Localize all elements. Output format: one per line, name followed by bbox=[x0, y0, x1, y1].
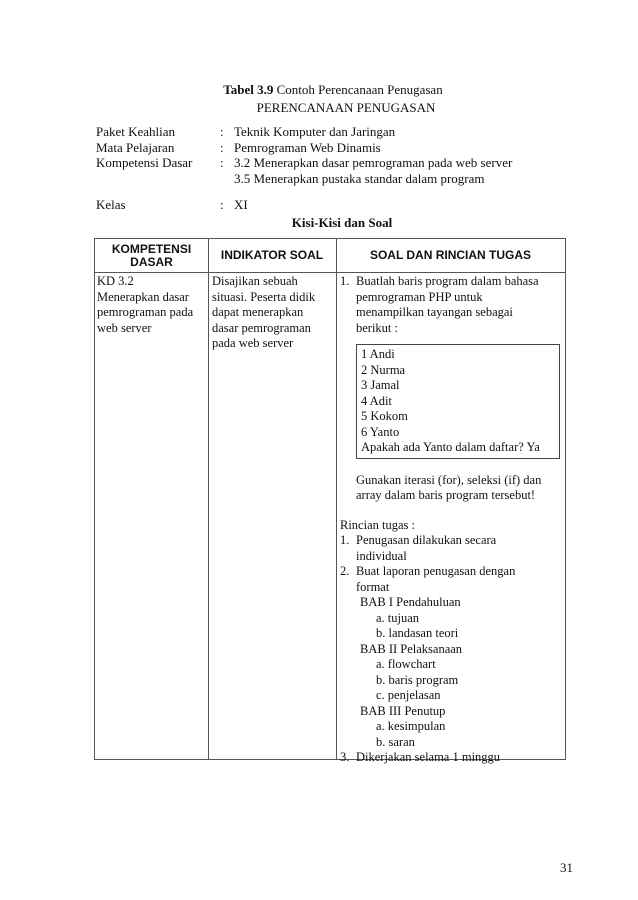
output-line: Apakah ada Yanto dalam daftar? Ya bbox=[361, 440, 540, 454]
rincian-number: 3. bbox=[340, 750, 350, 764]
table-caption bbox=[0, 82, 638, 98]
bab-item: b. saran bbox=[376, 734, 415, 749]
spacer bbox=[340, 459, 564, 473]
bab-item: c. penjelasan bbox=[376, 688, 441, 702]
rincian-number: 2. bbox=[340, 564, 350, 578]
kd-line: pemrograman pada bbox=[97, 305, 194, 319]
output-line: 1 Andi bbox=[361, 347, 395, 361]
bab-item: a. tujuan bbox=[376, 610, 420, 625]
meta-value: Pemrograman Web Dinamis bbox=[234, 139, 381, 155]
rincian-line: Dikerjakan selama 1 minggu bbox=[356, 750, 501, 764]
rincian-number: 1. bbox=[340, 533, 350, 547]
meta-colon: : bbox=[220, 124, 224, 139]
rincian-line: individual bbox=[356, 548, 407, 563]
meta-values bbox=[234, 155, 566, 186]
meta-values bbox=[234, 140, 566, 156]
meta-values bbox=[234, 124, 566, 140]
meta-value: 3.5 Menerapkan pustaka standar dalam program bbox=[234, 170, 485, 186]
meta-row-mapel bbox=[96, 140, 566, 156]
meta-info bbox=[96, 124, 566, 213]
meta-value: Teknik Komputer dan Jaringan bbox=[234, 124, 396, 139]
soal-line: Buatlah baris program dalam bahasa bbox=[356, 274, 539, 288]
kisi-table bbox=[94, 238, 566, 764]
indikator-cell bbox=[212, 274, 332, 352]
meta-value: 3.2 Menerapkan dasar pemrograman pada web server bbox=[234, 155, 513, 170]
meta-value: XI bbox=[234, 197, 248, 212]
kd-line: KD 3.2 bbox=[97, 274, 134, 288]
meta-gap bbox=[96, 186, 566, 197]
header-soal-rincian: SOAL DAN RINCIAN TUGAS bbox=[369, 248, 532, 262]
meta-label: Mata Pelajaran bbox=[96, 139, 175, 155]
rincian-line: Buat laporan penugasan dengan bbox=[356, 564, 516, 578]
instruction-line: Gunakan iterasi (for), seleksi (if) dan bbox=[356, 472, 542, 487]
bab-item: a. kesimpulan bbox=[376, 719, 446, 733]
soal-line: pemrograman PHP untuk bbox=[356, 289, 483, 304]
rincian-text bbox=[356, 564, 564, 595]
bab-item: b. landasan teori bbox=[376, 626, 459, 640]
header-divider bbox=[95, 272, 565, 273]
output-line: 6 Yanto bbox=[361, 424, 400, 439]
rincian-item bbox=[340, 564, 564, 595]
caption-label: Tabel 3.9 bbox=[223, 82, 274, 97]
bab-title: BAB I Pendahuluan bbox=[360, 595, 461, 609]
meta-label: Paket Keahlian bbox=[96, 124, 176, 139]
caption-text: Contoh Perencanaan Penugasan bbox=[273, 82, 443, 97]
bab-title: BAB III Penutup bbox=[360, 703, 446, 718]
header-kompetensi-dasar: KOMPETENSI DASAR bbox=[111, 241, 192, 269]
soal-cell bbox=[340, 274, 564, 766]
meta-values bbox=[234, 197, 566, 213]
indikator-line: dasar pemrograman bbox=[212, 320, 311, 335]
spacer bbox=[340, 504, 564, 518]
soal-number: 1. bbox=[340, 274, 350, 288]
output-line: 4 Adit bbox=[361, 393, 392, 408]
soal-instruction bbox=[356, 473, 564, 504]
meta-colon: : bbox=[220, 139, 224, 155]
plan-title: PERENCANAAN PENUGASAN bbox=[256, 100, 436, 115]
column-divider bbox=[208, 239, 209, 759]
meta-colon: : bbox=[220, 155, 224, 170]
kd-line: Menerapkan dasar bbox=[97, 289, 189, 304]
rincian-item bbox=[340, 750, 564, 766]
kisi-title: Kisi-Kisi dan Soal bbox=[291, 215, 393, 230]
column-divider bbox=[336, 239, 337, 759]
meta-colon: : bbox=[220, 197, 224, 212]
header-indikator-soal: INDIKATOR SOAL bbox=[220, 248, 324, 262]
bab-item: b. baris program bbox=[376, 672, 459, 687]
soal-item bbox=[340, 274, 564, 336]
indikator-line: pada web server bbox=[212, 336, 294, 350]
bab-title: BAB II Pelaksanaan bbox=[360, 641, 463, 656]
indikator-line: situasi. Peserta didik bbox=[212, 289, 316, 304]
meta-label: Kelas bbox=[96, 197, 126, 212]
indikator-line: Disajikan sebuah bbox=[212, 274, 298, 288]
meta-row-kelas bbox=[96, 197, 566, 213]
output-example-box bbox=[356, 344, 560, 459]
soal-text bbox=[356, 274, 564, 336]
output-line: 3 Jamal bbox=[361, 378, 400, 392]
rincian-line: format bbox=[356, 579, 390, 594]
meta-label: Kompetensi Dasar bbox=[96, 155, 193, 170]
bab-item: a. flowchart bbox=[376, 657, 436, 671]
kd-line: web server bbox=[97, 320, 152, 335]
page-number: 31 bbox=[560, 860, 573, 875]
rincian-item bbox=[340, 533, 564, 564]
meta-row-paket bbox=[96, 124, 566, 140]
indikator-line: dapat menerapkan bbox=[212, 305, 304, 319]
meta-row-kd bbox=[96, 155, 566, 186]
output-line: 2 Nurma bbox=[361, 362, 406, 377]
rincian-text bbox=[356, 750, 564, 766]
soal-line: menampilkan tayangan sebagai bbox=[356, 305, 513, 319]
instruction-line: array dalam baris program tersebut! bbox=[356, 488, 536, 502]
kd-cell bbox=[97, 274, 207, 336]
rincian-title: Rincian tugas : bbox=[340, 517, 415, 532]
output-line: 5 Kokom bbox=[361, 409, 408, 423]
rincian-line: Penugasan dilakukan secara bbox=[356, 533, 497, 547]
soal-line: berikut : bbox=[356, 320, 399, 335]
rincian-text bbox=[356, 533, 564, 564]
